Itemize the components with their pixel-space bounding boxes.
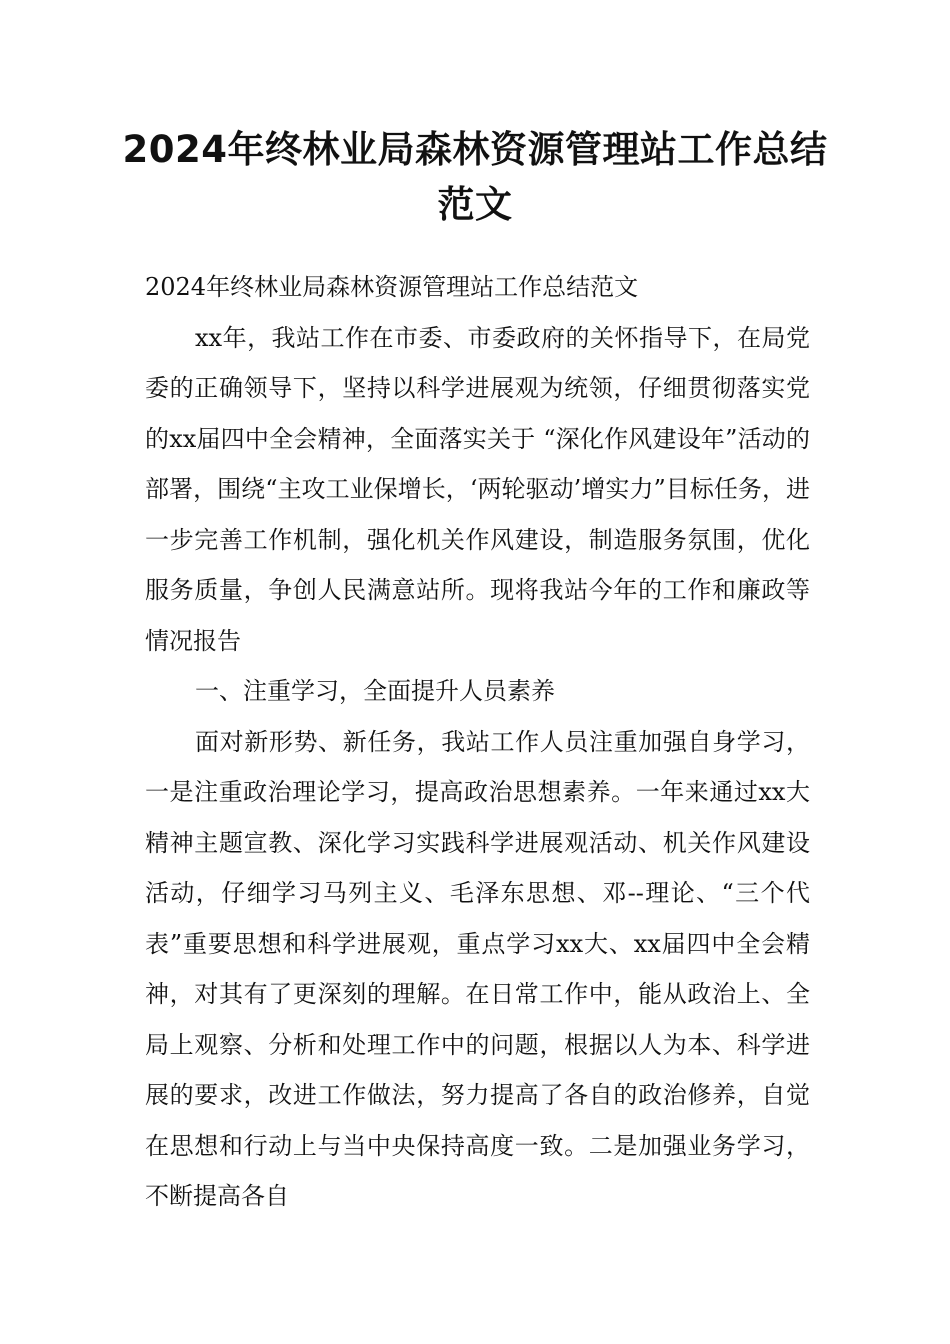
subtitle-line: 2024年终林业局森林资源管理站工作总结范文: [145, 273, 639, 301]
paragraph-study: 面对新形势、新任务，我站工作人员注重加强自身学习，一是注重政治理论学习，提高政治思想素养。一年来通过xx大精神主题宣教、深化学习实践科学进展观活动、机关作风建设活动，仔细学习马列主义、毛泽东思想、邓--理论、“三个代表”重要思想和科学进展观，重点学习xx大、xx届四中全会精神，对其有了更深刻的理解。在日常工作中，能从政治上、全局上观察、分析和处理工作中的问题，根据以人为本、科学进展的要求，改进工作做法，努力提高了各自的政治修养，自觉在思想和行动上与当中央保持高度一致。二是加强业务学习，不断提高各自: [145, 727, 810, 1210]
section-heading-1: 一、注重学习，全面提升人员素养: [195, 677, 555, 705]
paragraph-intro: xx年，我站工作在市委、市委政府的关怀指导下，在局党委的正确领导下，坚持以科学进展观为统领，仔细贯彻落实党的xx届四中全会精神，全面落实关于 “深化作风建设年”活动的部署，围绕“主攻工业保增长，‘两轮驱动’增实力”目标任务，进一步完善工作机制，强化机关作风建设，制造服务氛围，优化服务质量，争创人民满意站所。现将我站今年的工作和廉政等情况报告: [145, 323, 810, 655]
document-body: [145, 262, 810, 1222]
document-title: 2024年终林业局森林资源管理站工作总结范文: [122, 128, 828, 226]
